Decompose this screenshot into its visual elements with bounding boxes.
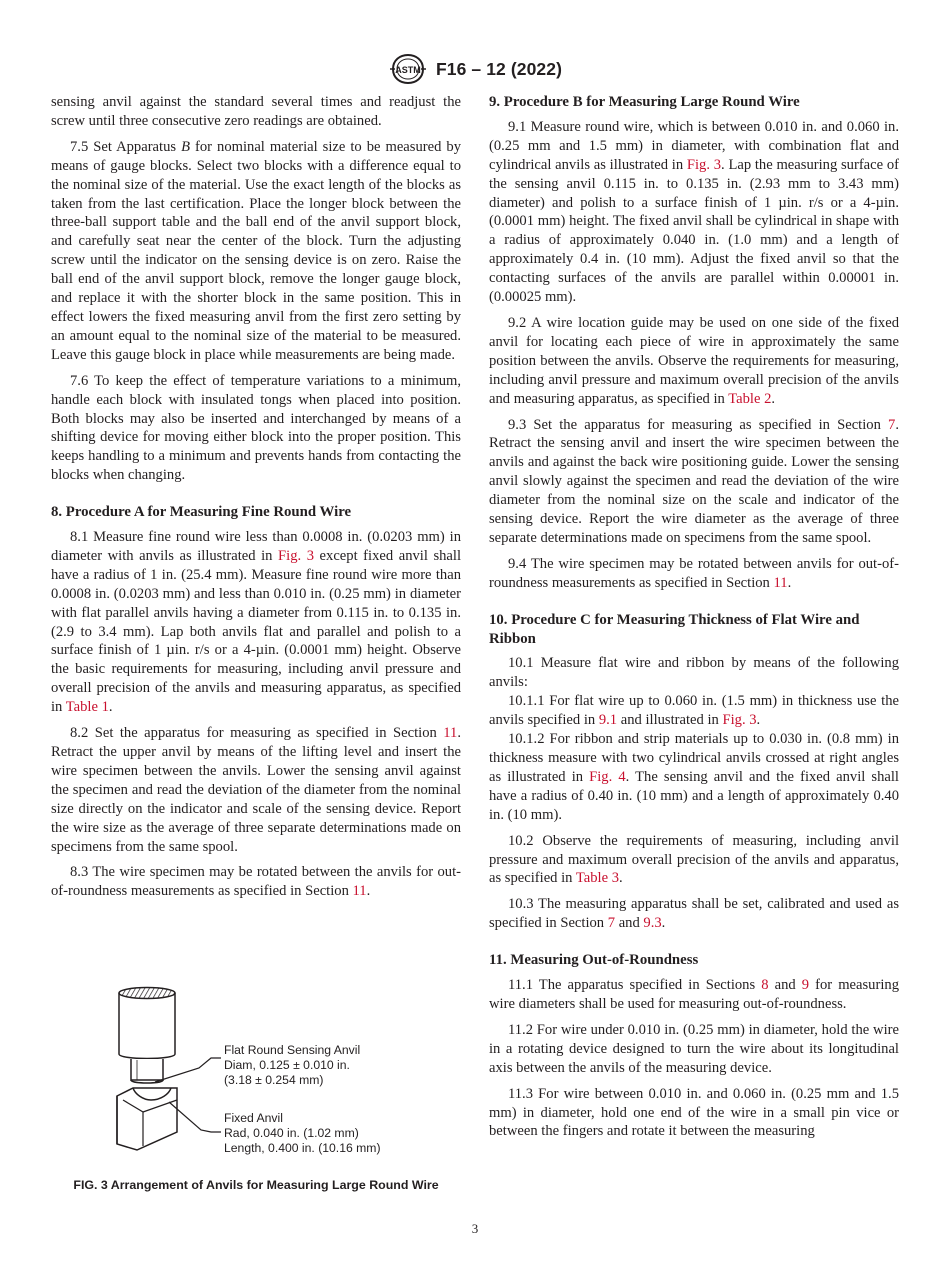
paragraph-9-1: 9.1 Measure round wire, which is between 0.010 in. and 0.060 in. (0.25 mm and 1.5 mm) in diameter, with combination flat and cylindrical anvils as illustrated in Fig. 3. Lap the measuring surface of the sensing anvil 0.115 in. to 0.135 in. (2.93 mm to 3.43 mm) diameter) and polish to a surface finish of 1 µin. r/s or a 4-µin. (0.0001 mm) height. The fixed anvil shall be cylindrical in shape with a radius of approximately 0.040 in. (1.0 mm) and a length of approximately 0.4 in. (10 mm). Adjust the fixed anvil so that the contacting surfaces of the anvils are parallel within 0.00001 in. (0.00025 mm). xyxy=(489,118,900,306)
paragraph-9-3: 9.3 Set the apparatus for measuring as specified in Section 7. Retract the sensing anvil and insert the wire specimen between the anvils and against the back wire positioning guide. Lower the sensing anvil slowly against the specimen and read the deviation of the wire diameter from the nominal size on the scale and indicator of the sensing device. Report the wire diameter as the average of three separate determinations made on specimens from the same spool. xyxy=(489,416,899,546)
section-heading-8: 8. Procedure A for Measuring Fine Round Wire xyxy=(51,504,352,521)
paragraph-10-3: 10.3 The measuring apparatus shall be set, calibrated and used as specified in Section 7 and 9.3. xyxy=(489,896,899,932)
label-fixed-anvil-title: Fixed Anvil xyxy=(224,1111,283,1125)
astm-logo xyxy=(388,52,428,86)
paragraph-10-1: 10.1 Measure flat wire and ribbon by means of the following anvils: xyxy=(489,655,899,691)
paragraph-9-2: 9.2 A wire location guide may be used on one side of the fixed anvil for locating each piece of wire in approximately the same position between the anvils. Observe the requirements for measuring, including anvil pressure and maximum overall precision of the anvils and measuring apparatus, as specified in Table 2. xyxy=(489,314,899,407)
link-fig-3[interactable]: Fig. 3 xyxy=(722,712,757,729)
label-sensing-anvil-diam: Diam, 0.125 ± 0.010 in. xyxy=(224,1058,350,1072)
link-section-9[interactable]: 9 xyxy=(801,977,810,994)
section-heading-11: 11. Measuring Out-of-Roundness xyxy=(489,952,699,969)
paragraph-8-2: 8.2 Set the apparatus for measuring as specified in Section 11. Retract the upper anvil by means of the lifting level and insert the wire specimen between the anvils. Lower the sensing anvil against the specimen and read the deviation of the diameter from the nominal size directly on the indicator and scale of the sensing device. Report the wire size as the average of three separate determinations made on specimens from the same spool. xyxy=(51,725,461,855)
section-heading-9: 9. Procedure B for Measuring Large Round Wire xyxy=(489,94,800,110)
paragraph-8-1: 8.1 Measure fine round wire less than 0.0008 in. (0.0203 mm) in diameter with anvils as illustrated in Fig. 3 except fixed anvil shall have a radius of 1 in. (25.4 mm). Measure fine round wire more than 0.0008 in. (0.0203 mm) and less than 0.010 in. (0.25 mm) in diameter with flat parallel anvils having a diameter from 0.115 in. to 0.135 in. (2.9 to 3.4 mm). Lap both anvils flat and parallel and polish to a surface finish of 1 µin. r/s or a 4-µin. (0.0001 mm) height. Observe the basic requirements for measuring, including anvil pressure and overall precision of the anvils and measuring apparatus, as specified in Table 1. xyxy=(51,529,462,716)
link-fig-4[interactable]: Fig. 4 xyxy=(589,768,626,785)
paragraph-7-5: 7.5 Set Apparatus B for nominal material size to be measured by means of gauge blocks. Select two blocks with a difference equal to the nominal size of the material. Use the exact length of the blocks as taken from the last certification. Place the longer block between the three-ball support table and the ball end of the anvil support block, and carefully seat near the center of the block. Turn the adjusting screw until the indicator on the sensing device is on zero. Raise the ball end of the anvil support block, remove the longer gauge block, and replace it with the shorter block in the same position. This in effect lowers the fixed measuring anvil from the first zero setting by an amount equal to the nominal size of the material to be measured. Leave this gauge block in place while measurements are being made. xyxy=(51,138,461,363)
link-section-11[interactable]: 11 xyxy=(773,574,788,591)
paragraph-9-4: 9.4 The wire specimen may be rotated between anvils for out-of-roundness measurements as specified in Section 11. xyxy=(489,555,899,591)
right-column xyxy=(489,93,899,1148)
section-heading-10: 10. Procedure C for Measuring Thickness of Flat Wire and Ribbon xyxy=(489,611,860,647)
paragraph-11-3: 11.3 For wire between 0.010 in. and 0.060 in. (0.25 mm and 1.5 mm) in diameter, hold one end of the wire in a small pin vice or between the fingers and rotate it between the measuring xyxy=(489,1085,899,1140)
paragraph-10-1-2: 10.1.2 For ribbon and strip materials up to 0.030 in. (0.8 mm) in thickness measure with two cylindrical anvils crossed at right angles as illustrated in Fig. 4. The sensing anvil and the fixed anvil shall have a radius of 0.40 in. (10 mm) and a length of approximately 0.40 in. (10 mm). xyxy=(489,731,899,823)
anvil-arrangement-diagram xyxy=(51,982,461,1177)
figure-3 xyxy=(51,982,461,1197)
svg-text:ASTM: ASTM xyxy=(395,65,421,75)
page-number: 3 xyxy=(471,1221,479,1236)
link-section-9-3[interactable]: 9.3 xyxy=(643,915,662,932)
paragraph-8-3: 8.3 The wire specimen may be rotated between the anvils for out-of-roundness measurements as specified in Section 11. xyxy=(51,864,461,900)
sensing-anvil-leader xyxy=(155,1058,221,1082)
paragraph-10-1-1: 10.1.1 For flat wire up to 0.060 in. (1.5 mm) in thickness use the anvils specified in 9.1 and illustrated in Fig. 3. xyxy=(489,693,899,729)
paragraph-11-2: 11.2 For wire under 0.010 in. (0.25 mm) in diameter, hold the wire in a rotating device designed to turn the wire about its longitudinal axis between the anvils of the measuring device. xyxy=(489,1021,899,1076)
left-column xyxy=(51,93,461,908)
link-section-8[interactable]: 8 xyxy=(761,977,769,994)
link-section-7[interactable]: 7 xyxy=(607,915,616,932)
fixed-anvil-shape xyxy=(117,1088,177,1150)
label-fixed-anvil-length: Length, 0.400 in. (10.16 mm) xyxy=(224,1141,381,1155)
link-fig-3[interactable]: Fig. 3 xyxy=(278,547,314,564)
link-table-1[interactable]: Table 1 xyxy=(65,699,109,716)
link-section-11[interactable]: 11 xyxy=(352,883,367,900)
link-fig-3[interactable]: Fig. 3 xyxy=(686,156,722,173)
page-header xyxy=(0,52,950,86)
sensing-anvil-shape xyxy=(119,988,175,1084)
label-sensing-anvil-title: Flat Round Sensing Anvil xyxy=(224,1043,361,1057)
link-section-9-1[interactable]: 9.1 xyxy=(598,712,618,729)
figure-caption: FIG. 3 Arrangement of Anvils for Measuring Large Round Wire xyxy=(73,1178,439,1192)
paragraph-11-1: 11.1 The apparatus specified in Sections 8 and 9 for measuring wire diameters shall be used for measuring out-of-roundness. xyxy=(489,977,899,1012)
link-table-2[interactable]: Table 2 xyxy=(728,390,772,407)
label-fixed-anvil-radius: Rad, 0.040 in. (1.02 mm) xyxy=(224,1126,359,1140)
paragraph-7-4-continued: sensing anvil against the standard several times and readjust the screw until three consecutive zero readings are obtained. xyxy=(51,94,461,129)
paragraph-10-2: 10.2 Observe the requirements of measuring, including anvil pressure and maximum overall precision of the anvils and apparatus, as specified in Table 3. xyxy=(489,832,899,887)
link-table-3[interactable]: Table 3 xyxy=(575,870,620,887)
paragraph-7-6: 7.6 To keep the effect of temperature variations to a minimum, handle each block with insulated tongs when placed into position. Both blocks may also be inserted and interchanged by means of a shifting device for moving either block into the proper position. This keeps handling to a minimum and prevents hands from contacting the blocks when changing. xyxy=(51,372,461,484)
link-section-11[interactable]: 11 xyxy=(443,725,458,742)
label-sensing-anvil-diam-mm: (3.18 ± 0.254 mm) xyxy=(224,1073,324,1087)
link-section-7[interactable]: 7 xyxy=(888,416,896,433)
document-designation: F16 – 12 (2022) xyxy=(435,58,563,79)
